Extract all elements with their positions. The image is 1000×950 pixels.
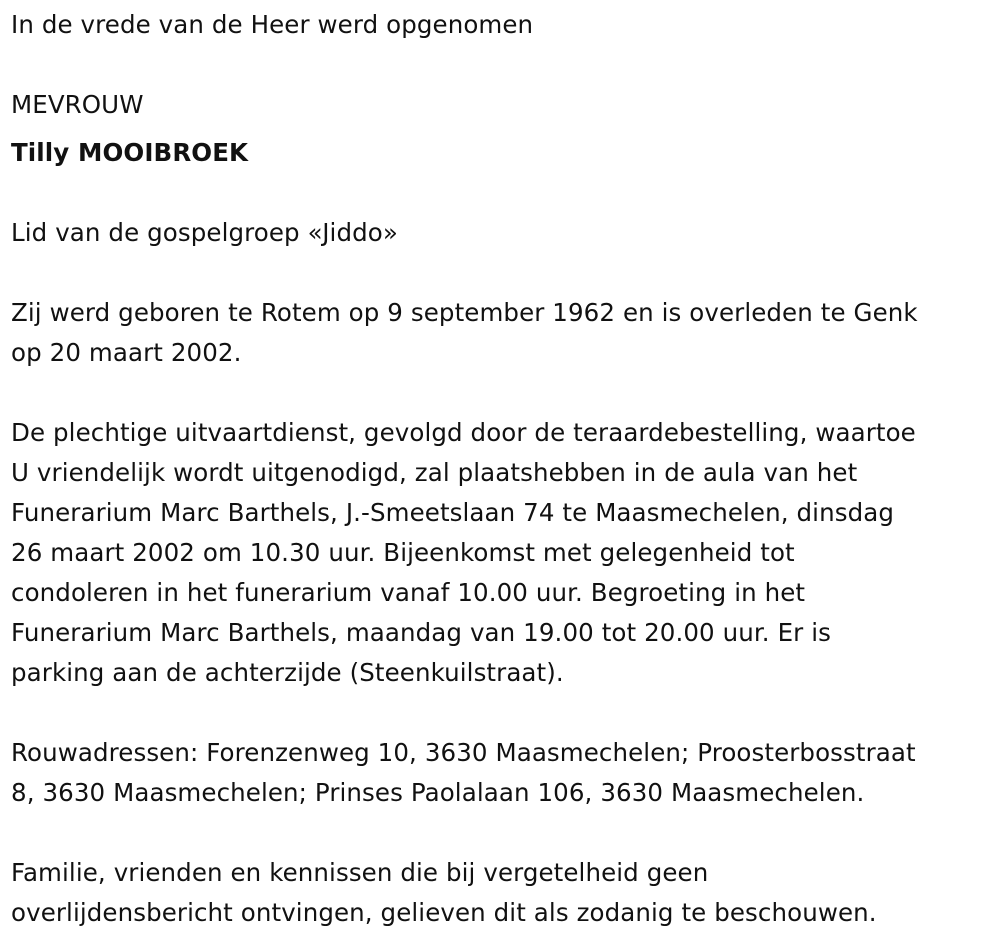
addresses-line-2: 8, 3630 Maasmechelen; Prinses Paolalaan 106, 3630 Maasmechelen.	[11, 778, 865, 807]
closing-line-2: overlijdensbericht ontvingen, gelieven dit als zodanig te beschouwen.	[11, 898, 877, 927]
service-line-4: 26 maart 2002 om 10.30 uur. Bijeenkomst met gelegenheid tot	[11, 538, 795, 567]
service-line-2: U vriendelijk wordt uitgenodigd, zal plaatshebben in de aula van het	[11, 458, 858, 487]
membership-line: Lid van de gospelgroep «Jiddo»	[11, 218, 398, 247]
service-line-5: condoleren in het funerarium vanaf 10.00 uur. Begroeting in het	[11, 578, 806, 607]
intro-line: In de vrede van de Heer werd opgenomen	[11, 10, 534, 39]
birth-death-line-2: op 20 maart 2002.	[11, 338, 242, 367]
deceased-name: Tilly MOOIBROEK	[11, 138, 249, 167]
service-line-7: parking aan de achterzijde (Steenkuilstraat).	[11, 658, 564, 687]
service-line-1: De plechtige uitvaartdienst, gevolgd door de teraardebestelling, waartoe	[11, 418, 916, 447]
service-line-6: Funerarium Marc Barthels, maandag van 19.00 tot 20.00 uur. Er is	[11, 618, 831, 647]
salutation: MEVROUW	[11, 90, 144, 119]
birth-death-line-1: Zij werd geboren te Rotem op 9 september 1962 en is overleden te Genk	[11, 298, 918, 327]
closing-line-1: Familie, vrienden en kennissen die bij vergetelheid geen	[11, 858, 709, 887]
addresses-line-1: Rouwadressen: Forenzenweg 10, 3630 Maasmechelen; Proosterbosstraat	[11, 738, 916, 767]
service-line-3: Funerarium Marc Barthels, J.-Smeetslaan 74 te Maasmechelen, dinsdag	[11, 498, 894, 527]
